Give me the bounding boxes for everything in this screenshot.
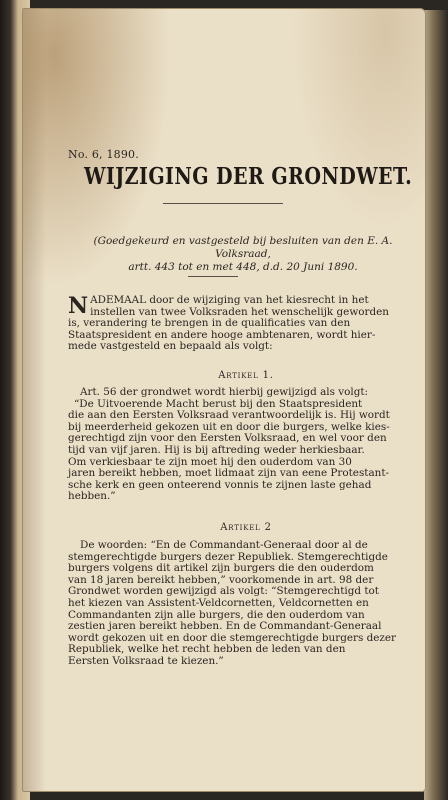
article1-line: “De Uitvoerende Macht berust bij den Staatspresident (74, 397, 363, 410)
intro-line: mede vastgesteld en bepaald als volgt: (68, 340, 273, 353)
article2-body (68, 540, 424, 668)
article2-line: zestien jaren bereikt hebben. En de Commandant-Generaal (68, 620, 382, 633)
title-rule (163, 203, 283, 204)
article2-line: burgers volgens dit artikel zijn burgers die den ouderdom (68, 562, 374, 575)
article1-line: bij meerderheid gekozen uit en door die burgers, welke kies- (68, 420, 390, 433)
intro-line: is, verandering te brengen in de qualificaties van den (68, 317, 351, 330)
intro-paragraph (68, 295, 424, 353)
article1-line: Om verkiesbaar te zijn moet hij den ouderdom van 30 (68, 455, 352, 468)
article1-line: tijd van vijf jaren. Hij is bij aftreding weder herkiesbaar. (68, 443, 365, 456)
article2-line: stemgerechtigde burgers dezer Republiek. Stemgerechtigde (68, 550, 388, 563)
article2-heading: Artikel 2 (220, 522, 272, 533)
subtitle-line: artt. 443 tot en met 448, d.d. 20 Juni 1890. (128, 261, 358, 273)
article2-line: wordt gekozen uit en door die stemgerechtigde burgers dezer (68, 631, 397, 644)
subtitle-rule (188, 276, 238, 277)
drop-cap: N (68, 293, 89, 319)
article2-line: Eersten Volksraad te kiezen.” (68, 654, 224, 667)
intro-line: ADEMAAL door de wijziging van het kiesrecht in het (90, 294, 369, 306)
article2-line: Commandanten zijn alle burgers, die den ouderdom van (68, 608, 365, 621)
document-number: No. 6, 1890. (68, 148, 139, 161)
article2-line: Grondwet worden gewijzigd als volgt: “Stemgerechtigd tot (68, 585, 379, 598)
page-edge (424, 10, 448, 800)
article1-body (68, 387, 424, 503)
subtitle (68, 235, 418, 274)
article2-line: De woorden: “En de Commandant-Generaal door al de (80, 539, 368, 551)
article1-line: gerechtigd zijn voor den Eersten Volksraad, en wel voor den (68, 432, 387, 445)
article1-line: sche kerk en geen onteerend vonnis te zijnen laste gehad (68, 478, 372, 491)
article2-line: het kiezen van Assistent-Veldcornetten, Veldcornetten en (68, 596, 369, 609)
intro-line: instellen van twee Volksraden het wenschelijk geworden (90, 305, 389, 318)
article1-line: die aan den Eersten Volksraad verantwoordelijk is. Hij wordt (68, 409, 390, 422)
intro-line: Staatspresident en andere hooge ambtenaren, wordt hier- (68, 328, 376, 341)
article2-line: van 18 jaren bereikt hebben,” voorkomende in art. 98 der (68, 573, 374, 586)
article1-line: hebben.” (68, 490, 116, 503)
document-title: WIJZIGING DER GRONDWET. (84, 163, 413, 190)
article2-line: Republiek, welke het recht hebben de leden van den (68, 643, 346, 656)
article1-heading: Artikel 1. (218, 370, 274, 381)
document-page (22, 8, 426, 792)
subtitle-line: (Goedgekeurd en vastgesteld bij besluiten van den E. A. Volksraad, (93, 235, 393, 260)
article1-line: jaren bereikt hebben, moet lidmaat zijn van eene Protestant- (68, 467, 390, 480)
article1-line: Art. 56 der grondwet wordt hierbij gewijzigd als volgt: (80, 386, 369, 398)
